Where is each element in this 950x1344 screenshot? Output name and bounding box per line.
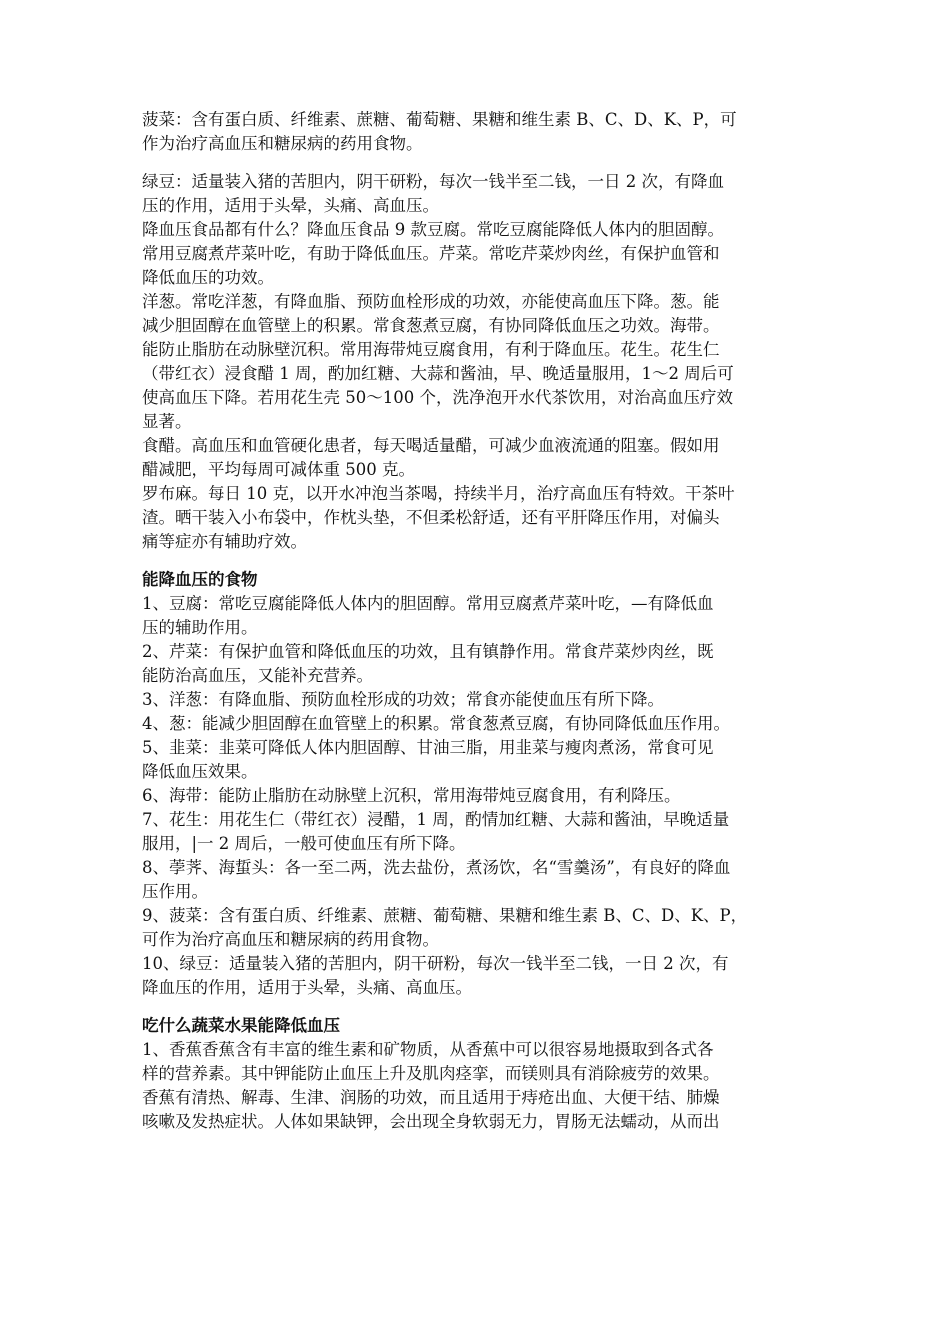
text-line: 常用豆腐煮芹菜叶吃，有助于降低血压。芹菜。常吃芹菜炒肉丝，有保护血管和 bbox=[142, 244, 720, 263]
document-body bbox=[142, 108, 822, 1134]
text-line: 显著。 bbox=[142, 412, 192, 431]
text-line: 食醋。高血压和血管硬化患者，每天喝适量醋，可减少血液流通的阻塞。假如用 bbox=[142, 436, 720, 455]
list-item: 1、豆腐：常吃豆腐能降低人体内的胆固醇。常用豆腐煮芹菜叶吃，—有降低血 bbox=[142, 594, 714, 613]
list-item: 2、芹菜：有保护血管和降低血压的功效，且有镇静作用。常食芹菜炒肉丝，既 bbox=[142, 642, 714, 661]
intro-paragraph bbox=[142, 108, 822, 156]
list-item: 3、洋葱：有降血脂、预防血栓形成的功效；常食亦能使血压有所下降。 bbox=[142, 690, 664, 709]
list-item: 能防治高血压，又能补充营养。 bbox=[142, 666, 373, 685]
text-line: 使高血压下降。若用花生壳 50～100 个，洗净泡开水代茶饮用，对治高血压疗效 bbox=[142, 388, 733, 407]
list-item: 服用，|一 2 周后，一般可使血压有所下降。 bbox=[142, 834, 466, 853]
text-line: 罗布麻。每日 10 克，以开水冲泡当茶喝，持续半月，治疗高血压有特效。干茶叶 bbox=[142, 484, 735, 503]
food-list-paragraphs bbox=[142, 170, 822, 554]
list-item: 1、香蕉香蕉含有丰富的维生素和矿物质，从香蕉中可以很容易地摄取到各式各 bbox=[142, 1040, 714, 1059]
list-item: 7、花生：用花生仁（带红衣）浸醋，1 周，酌情加红糖、大蒜和酱油，早晚适量 bbox=[142, 810, 730, 829]
text-line: 降血压食品都有什么？降血压食品 9 款豆腐。常吃豆腐能降低人体内的胆固醇。 bbox=[142, 220, 724, 239]
numbered-food-list bbox=[142, 592, 822, 1000]
text-line: 痛等症亦有辅助疗效。 bbox=[142, 532, 307, 551]
text-line: 绿豆：适量装入猪的苦胆内，阴干研粉，每次一钱半至二钱，一日 2 次，有降血 bbox=[142, 172, 724, 191]
text-line: 菠菜：含有蛋白质、纤维素、蔗糖、葡萄糖、果糖和维生素 B、C、D、K、P，可 bbox=[142, 110, 737, 129]
list-item: 5、韭菜：韭菜可降低人体内胆固醇、甘油三脂，用韭菜与瘦肉煮汤，常食可见 bbox=[142, 738, 714, 757]
list-item: 8、荸荠、海蜇头：各一至二两，洗去盐份，煮汤饮，名“雪羹汤”，有良好的降血 bbox=[142, 858, 731, 877]
list-item: 压作用。 bbox=[142, 882, 208, 901]
list-item: 降血压的作用，适用于头晕，头痛、高血压。 bbox=[142, 978, 472, 997]
text-line: 洋葱。常吃洋葱，有降血脂、预防血栓形成的功效，亦能使高血压下降。葱。能 bbox=[142, 292, 720, 311]
fruit-vegetable-list bbox=[142, 1038, 822, 1134]
list-item: 9、菠菜：含有蛋白质、纤维素、蔗糖、葡萄糖、果糖和维生素 B、C、D、K、P， bbox=[142, 906, 748, 925]
text-line: 能防止脂肪在动脉壁沉积。常用海带炖豆腐食用，有利于降血压。花生。花生仁 bbox=[142, 340, 720, 359]
list-item: 降低血压效果。 bbox=[142, 762, 258, 781]
list-item: 香蕉有清热、解毒、生津、润肠的功效，而且适用于痔疮出血、大便干结、肺燥 bbox=[142, 1088, 720, 1107]
text-line: 醋减肥，平均每周可减体重 500 克。 bbox=[142, 460, 415, 479]
text-line: 渣。晒干装入小布袋中，作枕头垫，不但柔松舒适，还有平肝降压作用，对偏头 bbox=[142, 508, 720, 527]
list-item: 10、绿豆：适量装入猪的苦胆内，阴干研粉，每次一钱半至二钱，一日 2 次，有 bbox=[142, 954, 729, 973]
text-line: 压的作用，适用于头晕，头痛、高血压。 bbox=[142, 196, 439, 215]
text-line: 减少胆固醇在血管壁上的积累。常食葱煮豆腐，有协同降低血压之功效。海带。 bbox=[142, 316, 720, 335]
list-item: 样的营养素。其中钾能防止血压上升及肌肉痉挛，而镁则具有消除疲劳的效果。 bbox=[142, 1064, 720, 1083]
text-line: （带红衣）浸食醋 1 周，酌加红糖、大蒜和酱油，早、晚适量服用，1～2 周后可 bbox=[142, 364, 734, 383]
text-line: 作为治疗高血压和糖尿病的药用食物。 bbox=[142, 134, 423, 153]
list-item: 4、葱：能减少胆固醇在血管壁上的积累。常食葱煮豆腐，有协同降低血压作用。 bbox=[142, 714, 730, 733]
section-heading: 能降血压的食物 bbox=[142, 570, 258, 589]
list-item: 咳嗽及发热症状。人体如果缺钾，会出现全身软弱无力，胃肠无法蠕动，从而出 bbox=[142, 1112, 720, 1131]
list-item: 6、海带：能防止脂肪在动脉壁上沉积，常用海带炖豆腐食用，有利降压。 bbox=[142, 786, 681, 805]
list-item: 压的辅助作用。 bbox=[142, 618, 258, 637]
section-heading: 吃什么蔬菜水果能降低血压 bbox=[142, 1016, 340, 1035]
text-line: 降低血压的功效。 bbox=[142, 268, 274, 287]
list-item: 可作为治疗高血压和糖尿病的药用食物。 bbox=[142, 930, 439, 949]
